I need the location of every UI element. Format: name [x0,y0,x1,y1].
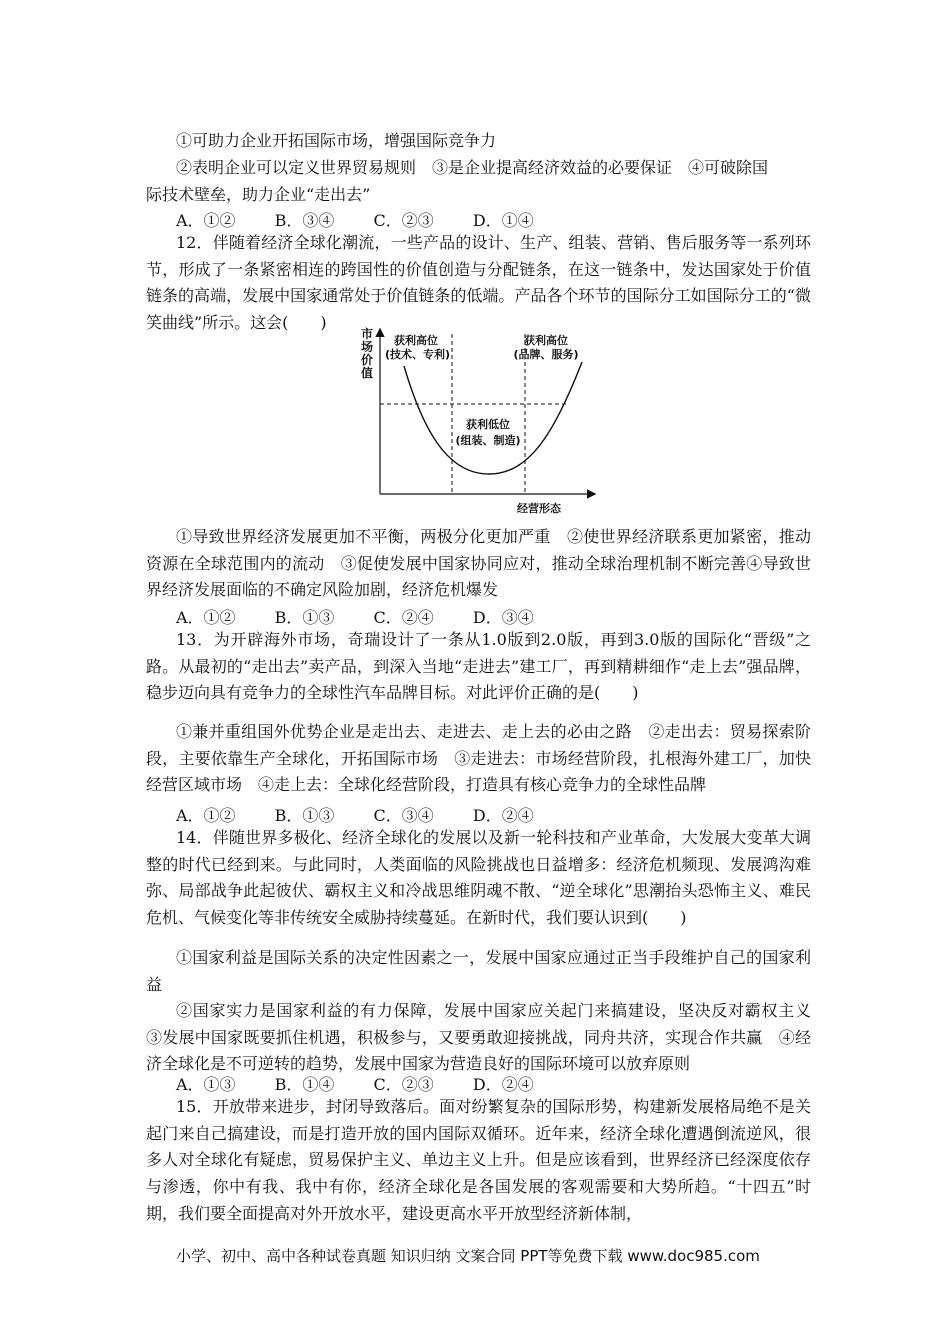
option-c: C．②③ [373,211,434,230]
option-b: B．③④ [274,211,335,230]
q11-options [176,208,568,231]
q13-stem: 13．为开辟海外市场，奇瑞设计了一条从1.0版到2.0版，再到3.0版的国际化“晋级”之路。从最初的“走出去”卖产品，到深入当地“走进去”建工厂，再到精耕细作“走上去”强品牌，稳步迈向具有竞争力的全球性汽车品牌目标。对此评价正确的是( ) [146,630,811,703]
q14-item1: ①国家利益是国际关系的决定性因素之一，发展中国家应通过正当手段维护自己的国家利益 [146,948,811,994]
option-b: B．①④ [274,1075,335,1094]
left-high-sub: (技术、专利) [385,348,451,361]
option-a: A．①③ [176,1075,236,1094]
q11-item1: ①可助力企业开拓国际市场，增强国际竞争力 [176,131,497,150]
option-a: A．①② [176,608,236,627]
middle-low-title: 获利低位 [466,418,510,431]
q14-options [176,1072,568,1095]
q14-item2: ②国家实力是国家利益的有力保障，发展中国家应关起门来搞建设，坚决反对霸权主义 ③发展中国家既要抓住机遇，积极参与，又要勇敢迎接挑战，同舟共济，实现合作共赢 ④经济全球化是不可逆转的趋势，发展中国家为营造良好的国际环境可以放弃原则 [146,1001,828,1074]
right-high-sub: (品牌、服务) [513,348,579,361]
option-d: D．②④ [472,806,534,825]
option-a: A．①② [176,211,236,230]
y-label-1: 市 [361,327,374,341]
right-high-title: 获利高位 [524,334,568,347]
y-label-4: 值 [361,366,374,380]
x-label: 经营形态 [517,502,561,515]
option-d: D．③④ [472,608,534,627]
option-c: C．②④ [373,608,434,627]
q13-body: ①兼并重组国外优势企业是走出去、走进去、走上去的必由之路 ②走出去：贸易探索阶段，主要依靠生产全球化，开拓国际市场 ③走进去：市场经营阶段，扎根海外建工厂，加快经营区域市场 ④走上去：全球化经营阶段，打造具有核心竞争力的全球性品牌 [146,722,811,795]
q12-body: ①导致世界经济发展更加不平衡，两极分化更加严重 ②使世界经济联系更加紧密，推动资源在全球范围内的流动 ③促使发展中国家协同应对，推动全球治理机制不断完善④导致世界经济发展面临的不确定风险加剧，经济危机爆发 [146,527,811,600]
q15-stem: 15．开放带来进步，封闭导致落后。面对纷繁复杂的国际形势，构建新发展格局绝不是关起门来自己搞建设，而是打造开放的国内国际双循环。近年来，经济全球化遭遇倒流逆风，很多人对全球化有疑虑，贸易保护主义、单边主义上升。但是应该看到，世界经济已经深度依存与渗透，你中有我、我中有你，经济全球化是各国发展的客观需要和大势所趋。“十四五”时期，我们要全面提高对外开放水平，建设更高水平开放型经济新体制， [146,1097,811,1223]
y-label-2: 场 [361,340,374,354]
option-c: C．③④ [373,806,434,825]
page-footer: 小学、初中、高中各种试卷真题 知识归纳 文案合同 PPT等免费下载 www.doc985.com [176,1247,760,1265]
q12-stem: 12．伴随着经济全球化潮流，一些产品的设计、生产、组装、营销、售后服务等一系列环节，形成了一条紧密相连的跨国性的价值创造与分配链条，在这一链条中，发达国家处于价值链条的高端，发展中国家通常处于价值链条的低端。产品各个环节的国际分工如国际分工的“微笑曲线”所示。这会( ) [146,233,811,333]
option-d: D．①④ [472,211,534,230]
q11-item2-cont: 际技术壁垒，助力企业“走出去” [146,185,371,204]
middle-low-sub: (组装、制造) [455,434,521,447]
q12-options [176,605,568,628]
option-b: B．①③ [274,806,335,825]
left-high-title: 获利高位 [394,334,438,347]
y-label-3: 价 [361,353,374,367]
option-d: D．②④ [472,1075,534,1094]
q13-options [176,803,568,826]
smile-curve-figure [354,324,599,516]
option-c: C．②③ [373,1075,434,1094]
q11-item2: ②表明企业可以定义世界贸易规则 ③是企业提高经济效益的必要保证 ④可破除国 [176,158,769,177]
option-a: A．①② [176,806,236,825]
option-b: B．①③ [274,608,335,627]
q14-stem: 14．伴随世界多极化、经济全球化的发展以及新一轮科技和产业革命，大发展大变革大调整的时代已经到来。与此同时，人类面临的风险挑战也日益增多：经济危机频现、发展鸿沟难弥、局部战争此起彼伏、霸权主义和冷战思维阴魂不散、“逆全球化”思潮抬头恐怖主义、难民危机、气候变化等非传统安全威胁持续蔓延。在新时代，我们要认识到( ) [146,828,811,928]
